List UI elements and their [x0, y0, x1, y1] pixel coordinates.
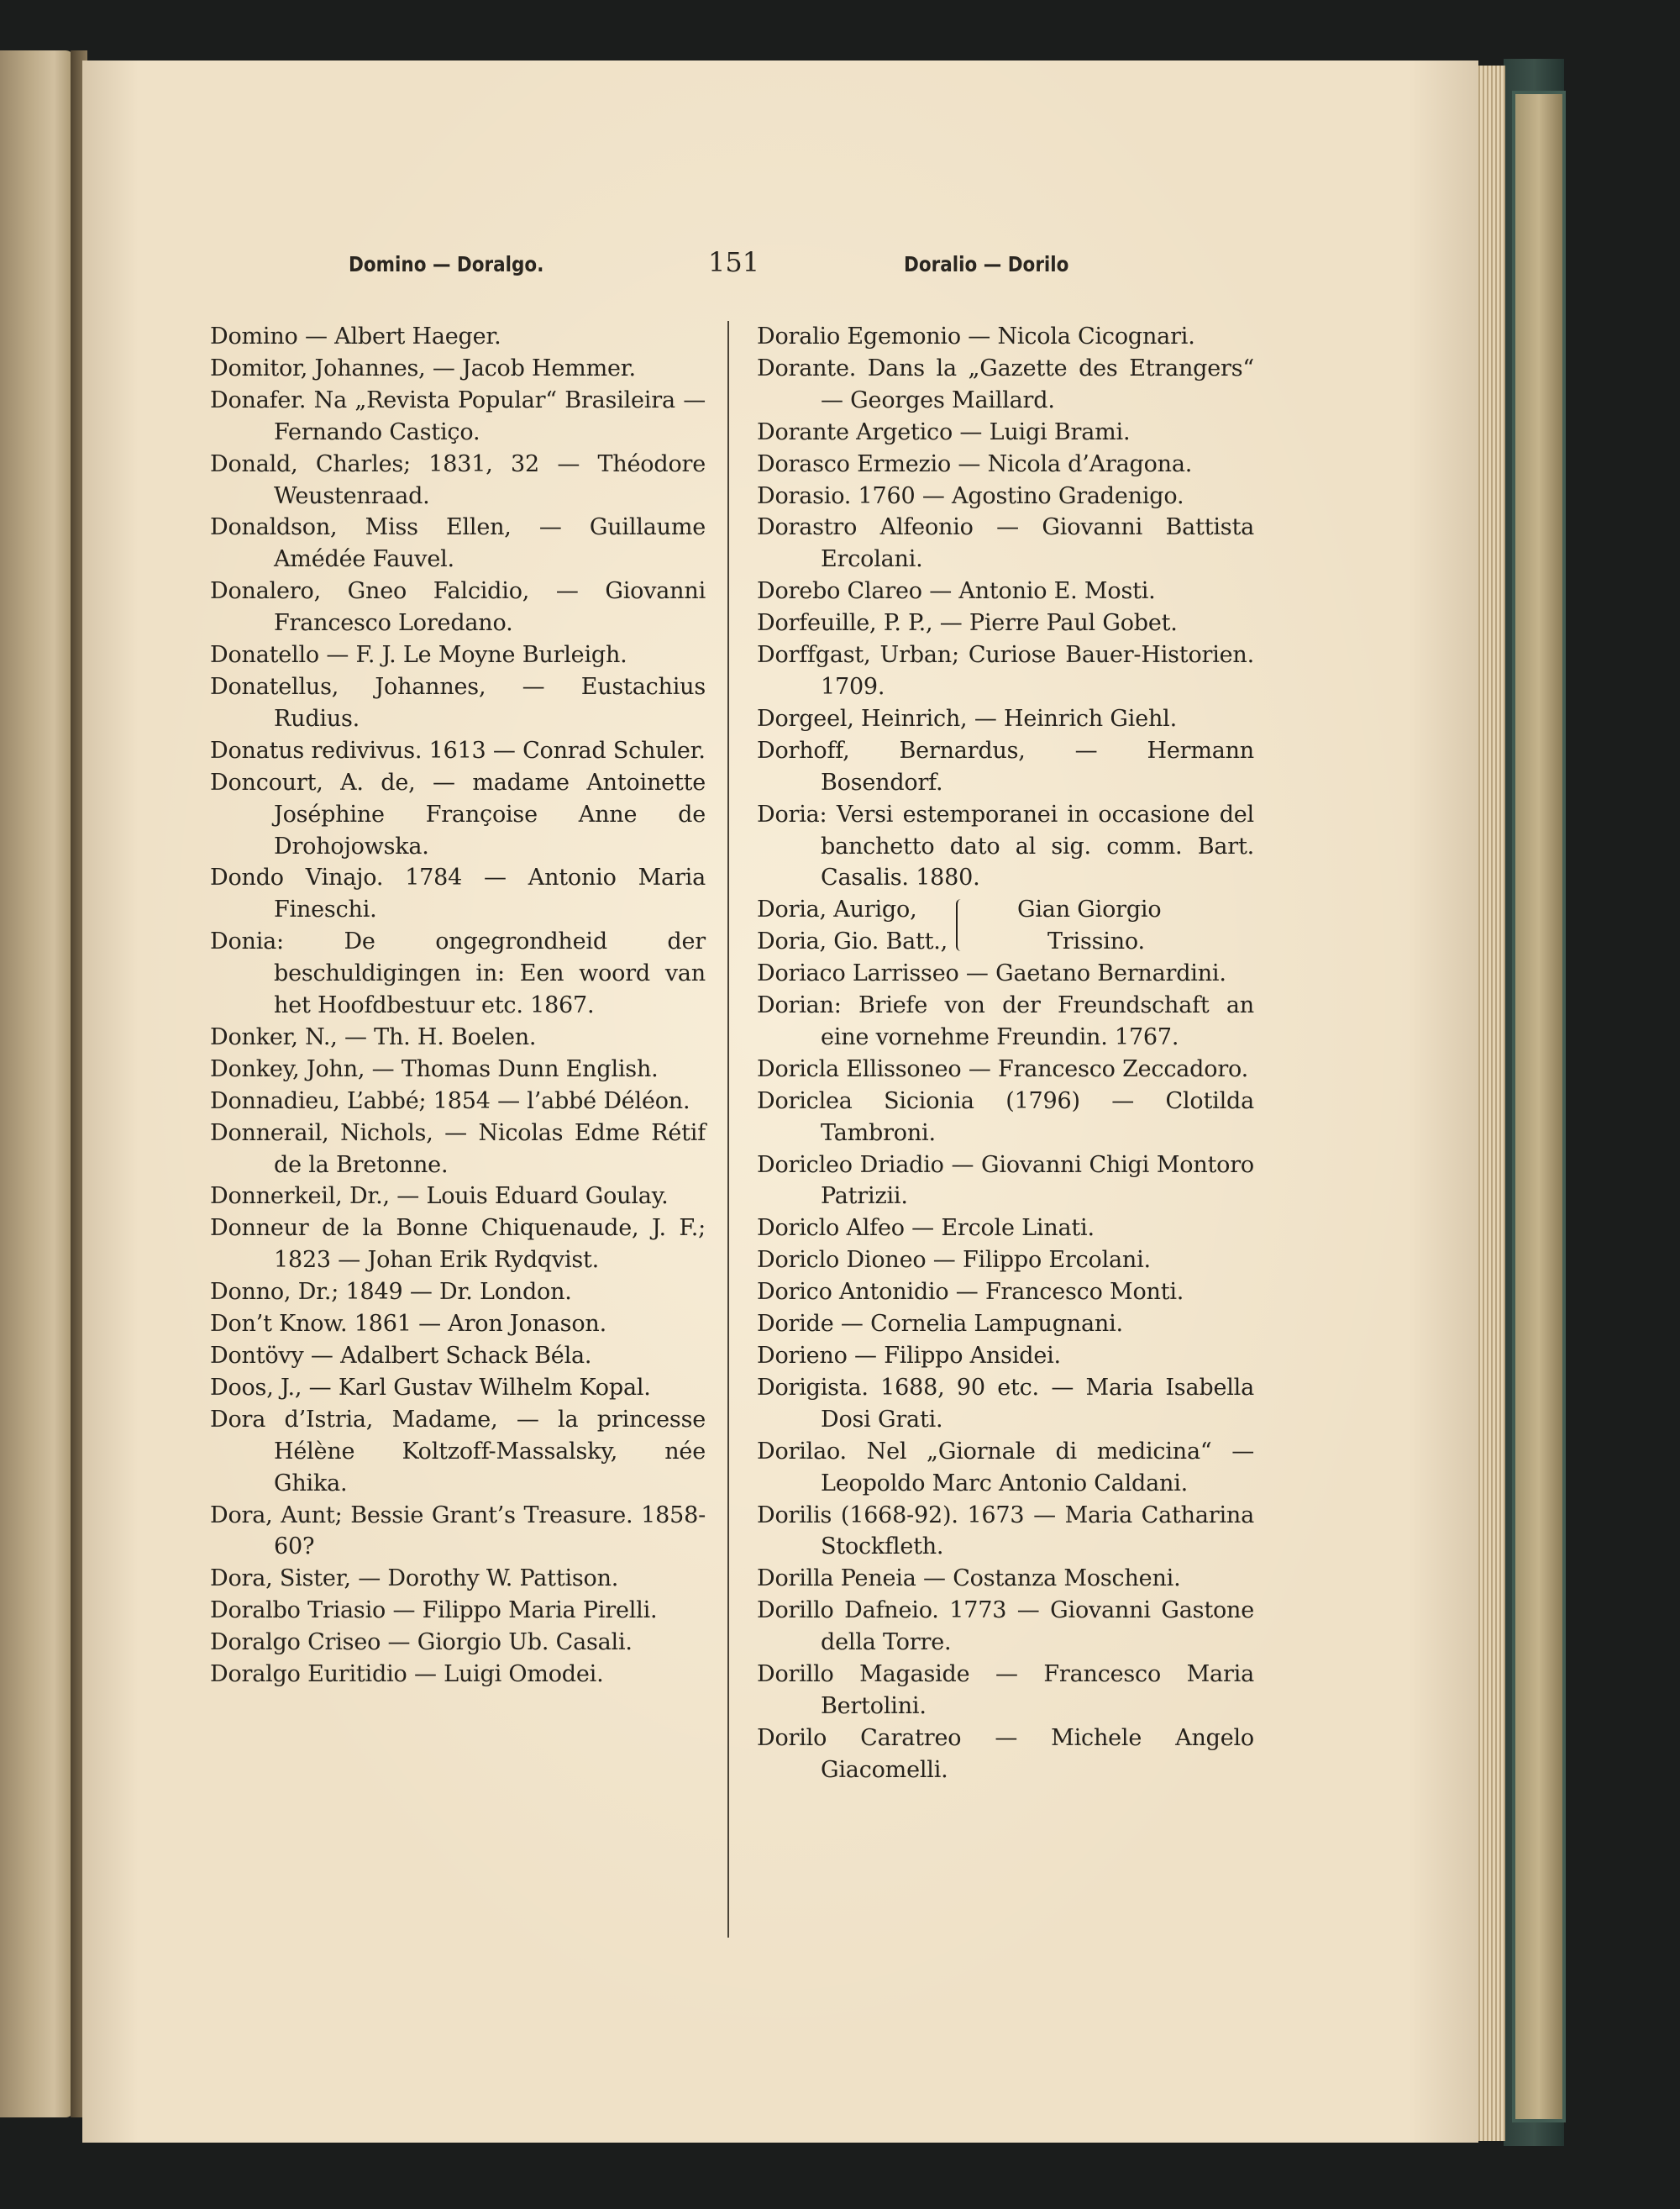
index-entry: Domitor, Johannes, — Jacob Hemmer.	[210, 355, 636, 381]
index-entry: Donalero, Gneo Falcidio, — Giovanni Francesco Loredano.	[210, 578, 706, 637]
index-entry: Donneur de la Bonne Chiquenaude, J. F.; 1823 — Johan Erik Rydqvist.	[210, 1215, 706, 1274]
index-entry: Donatellus, Johannes, — Eustachius Rudius.	[210, 673, 706, 732]
index-entry: Dorasio. 1760 — Agostino Gradenigo.	[757, 482, 1184, 509]
index-entry: Dorastro Alfeonio — Giovanni Battista Ercolani.	[757, 514, 1254, 573]
index-entry: Domino — Albert Haeger.	[210, 323, 501, 350]
index-entry: Donatus redivivus. 1613 — Conrad Schuler.	[210, 737, 706, 764]
right-column-part-a	[757, 321, 1254, 894]
index-entry: Dora, Sister, — Dorothy W. Pattison.	[210, 1565, 619, 1592]
left-column	[210, 321, 706, 1691]
index-entry: Doos, J., — Karl Gustav Wilhelm Kopal.	[210, 1374, 651, 1401]
index-entry: Dorante. Dans la „Gazette des Etrangers“ — Georges Maillard.	[757, 355, 1254, 413]
index-entry: Doricleo Driadio — Giovanni Chigi Montoro Patrizii.	[757, 1151, 1254, 1210]
index-entry: Dorilo Caratreo — Michele Angelo Giacomelli.	[757, 1724, 1254, 1783]
index-entry: Dorian: Briefe von der Freundschaft an eine vornehme Freundin. 1767.	[757, 992, 1254, 1050]
index-entry: Dorgeel, Heinrich, — Heinrich Giehl.	[757, 705, 1177, 732]
index-entry: Dorhoff, Bernardus, — Hermann Bosendorf.	[757, 737, 1254, 796]
index-entry: Dorillo Dafneio. 1773 — Giovanni Gastone della Torre.	[757, 1597, 1254, 1656]
index-entry: Doride — Cornelia Lampugnani.	[757, 1311, 1123, 1338]
index-entry: Donaldson, Miss Ellen, — Guillaume Amédée Fauvel.	[210, 514, 706, 573]
index-entry: Dorigista. 1688, 90 etc. — Maria Isabella Dosi Grati.	[757, 1374, 1254, 1433]
index-entry: Doriaco Larrisseo — Gaetano Bernardini.	[757, 960, 1226, 987]
index-entry: Dorebo Clareo — Antonio E. Mosti.	[757, 578, 1156, 605]
index-entry: Dorilla Peneia — Costanza Moscheni.	[757, 1565, 1181, 1592]
index-entry: Donia: De ongegrondheid der beschuldigingen in: Een woord van het Hoofdbestuur etc. 1867.	[210, 928, 706, 1019]
index-entry: Donald, Charles; 1831, 32 — Théodore Weustenraad.	[210, 450, 706, 509]
index-entry: Dorasco Ermezio — Nicola d’Aragona.	[757, 450, 1193, 477]
index-entry: Donker, N., — Th. H. Boelen.	[210, 1023, 537, 1050]
index-entry: Donnadieu, L’abbé; 1854 — l’abbé Déléon.	[210, 1087, 690, 1114]
index-entry: Dorfeuille, P. P., — Pierre Paul Gobet.	[757, 610, 1178, 637]
right-column	[757, 321, 1254, 1786]
index-entry: Dorillo Magaside — Francesco Maria Bertolini.	[757, 1661, 1254, 1719]
index-entry: Doricla Ellissoneo — Francesco Zeccadoro.	[757, 1055, 1248, 1082]
index-entry: Dorieno — Filippo Ansidei.	[757, 1342, 1061, 1369]
index-entry: Donkey, John, — Thomas Dunn English.	[210, 1055, 659, 1082]
index-entry: Doria: Versi estemporanei in occasione del banchetto dato al sig. comm. Bart. Casalis. 1880.	[757, 801, 1254, 891]
index-entry: Doriclea Sicionia (1796) — Clotilda Tambroni.	[757, 1087, 1254, 1146]
index-entry: Doralgo Criseo — Giorgio Ub. Casali.	[210, 1629, 633, 1656]
doria-name-1: Gian Giorgio	[1017, 897, 1162, 923]
index-entry: Doriclo Dioneo — Filippo Ercolani.	[757, 1247, 1151, 1274]
index-entry: Dorilao. Nel „Giornale di medicina“ — Leopoldo Marc Antonio Caldani.	[757, 1438, 1254, 1496]
index-entry: Donnerkeil, Dr., — Louis Eduard Goulay.	[210, 1183, 669, 1210]
index-entry: Dondo Vinajo. 1784 — Antonio Maria Fineschi.	[210, 865, 706, 923]
index-entry: Dorilis (1668-92). 1673 — Maria Catharina Stockfleth.	[757, 1502, 1254, 1560]
page-number: 151	[708, 246, 760, 278]
facing-page-edge	[0, 50, 74, 2117]
running-header-left: Domino — Doralgo.	[349, 252, 544, 276]
brace-symbol	[956, 899, 964, 951]
index-entry: Don’t Know. 1861 — Aron Jonason.	[210, 1311, 606, 1338]
doria-line-2: Doria, Gio. Batt.,	[757, 928, 948, 955]
running-header-right: Doralio — Dorilo	[904, 252, 1069, 276]
column-divider	[727, 321, 729, 1938]
index-entry: Doriclo Alfeo — Ercole Linati.	[757, 1215, 1095, 1242]
index-entry: Dontövy — Adalbert Schack Béla.	[210, 1343, 592, 1369]
right-column-part-b	[757, 958, 1254, 1786]
index-entry: Doncourt, A. de, — madame Antoinette Joséphine Françoise Anne de Drohojowska.	[210, 769, 706, 860]
index-entry: Donafer. Na „Revista Popular“ Brasileira — Fernando Castiço.	[210, 387, 706, 445]
index-entry: Dorffgast, Urban; Curiose Bauer-Historien. 1709.	[757, 642, 1254, 700]
index-entry: Dora d’Istria, Madame, — la princesse Hélène Koltzoff-Massalsky, née Ghika.	[210, 1406, 706, 1496]
doria-name-2: Trissino.	[1047, 928, 1145, 955]
cover-board-strip	[1512, 91, 1566, 2122]
index-entry: Doralio Egemonio — Nicola Cicognari.	[757, 323, 1195, 350]
doria-bracket-pair	[757, 894, 1254, 958]
index-entry: Donatello — F. J. Le Moyne Burleigh.	[210, 642, 627, 669]
doria-line-1: Doria, Aurigo,	[757, 897, 917, 923]
index-entry: Dora, Aunt; Bessie Grant’s Treasure. 1858-60?	[210, 1502, 706, 1560]
index-entry: Doralbo Triasio — Filippo Maria Pirelli.	[210, 1597, 658, 1624]
index-entry: Dorante Argetico — Luigi Brami.	[757, 418, 1131, 445]
index-entry: Donnerail, Nichols, — Nicolas Edme Rétif de la Bretonne.	[210, 1119, 706, 1178]
index-entry: Doralgo Euritidio — Luigi Omodei.	[210, 1661, 604, 1688]
index-entry: Donno, Dr.; 1849 — Dr. London.	[210, 1279, 572, 1306]
index-entry: Dorico Antonidio — Francesco Monti.	[757, 1279, 1184, 1306]
